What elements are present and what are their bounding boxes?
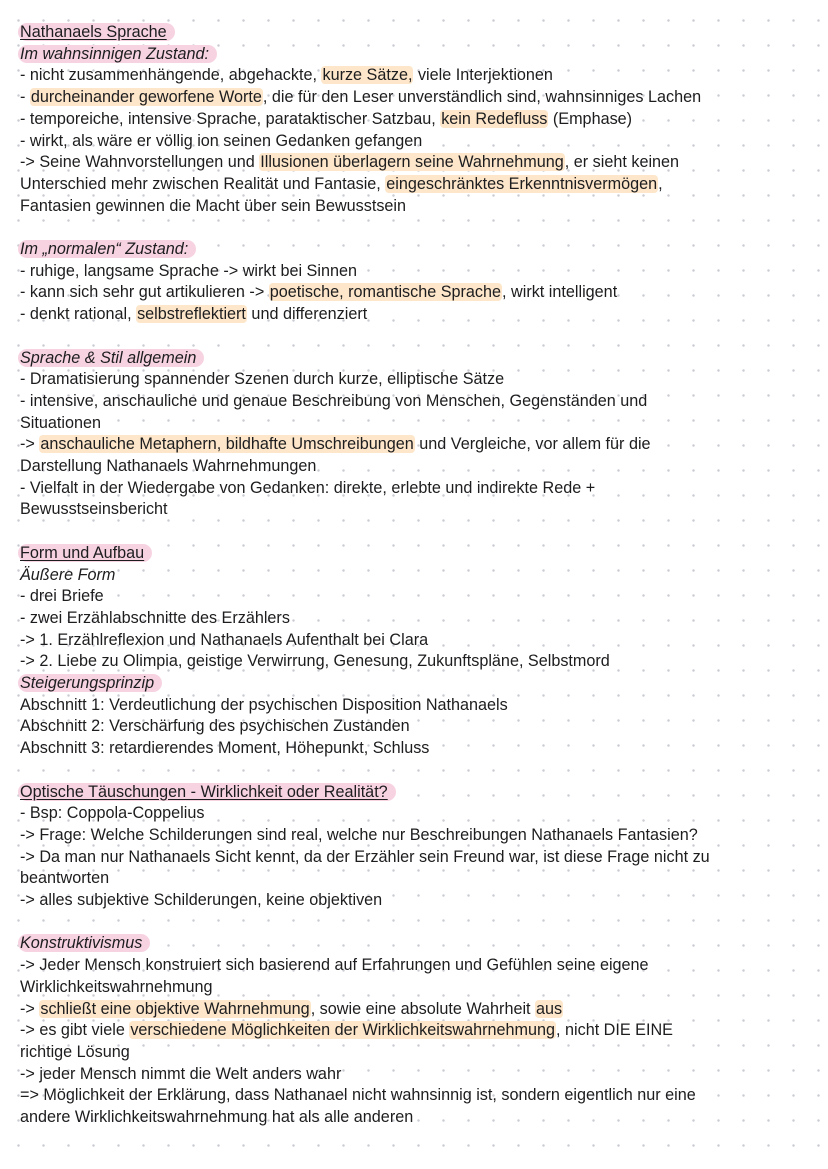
text-run: Situationen — [20, 413, 102, 432]
text-run: Abschnitt 2: Verschärfung des psychischen Zustanden — [20, 717, 410, 736]
text-line — [20, 651, 808, 673]
text-line — [20, 977, 808, 999]
text-run: - drei Briefe — [20, 587, 104, 606]
subheading-plain — [20, 565, 808, 587]
text-run: - temporeiche, intensive Sprache, parataktischer Satzbau, — [20, 109, 441, 128]
text-run: Konstruktivismus — [20, 934, 143, 953]
text-line — [20, 847, 808, 869]
section-spacer — [20, 521, 808, 543]
heading — [20, 22, 808, 44]
text-line — [20, 131, 808, 153]
text-line — [20, 1042, 808, 1064]
text-run: Steigerungsprinzip — [20, 674, 155, 693]
highlighted-phrase: verschiedene Möglichkeiten der Wirklichkeitswahrnehmung — [130, 1021, 555, 1040]
text-line — [20, 174, 808, 196]
text-run: -> Seine Wahnvorstellungen und — [20, 153, 260, 172]
text-run: Im „normalen“ Zustand: — [20, 240, 189, 259]
subheading-label — [18, 349, 204, 367]
text-line — [20, 478, 808, 500]
text-run: beantworten — [20, 869, 110, 888]
section-6 — [20, 933, 808, 1128]
text-line — [20, 630, 808, 652]
text-run: Abschnitt 3: retardierendes Moment, Höhepunkt, Schluss — [20, 739, 430, 758]
text-line — [20, 413, 808, 435]
text-run: - Dramatisierung spannender Szenen durch kurze, elliptische Sätze — [20, 370, 505, 389]
text-run: viele Interjektionen — [413, 66, 553, 85]
text-line — [20, 868, 808, 890]
text-run: richtige Lösung — [20, 1042, 130, 1061]
text-run: Bewusstseinsbericht — [20, 500, 168, 519]
text-line — [20, 391, 808, 413]
highlighted-phrase: kurze Sätze, — [322, 66, 413, 85]
subheading — [20, 933, 808, 955]
subheading — [20, 44, 808, 66]
text-line — [20, 369, 808, 391]
highlighted-phrase: eingeschränktes Erkenntnisvermögen — [386, 174, 658, 193]
text-line — [20, 825, 808, 847]
text-run: -> 1. Erzählreflexion und Nathanaels Aufenthalt bei Clara — [20, 630, 429, 649]
text-line — [20, 261, 808, 283]
highlighted-phrase: kein Redefluss — [441, 109, 548, 128]
text-run: - intensive, anschauliche und genaue Beschreibung von Menschen, Gegenständen und — [20, 391, 648, 410]
highlighted-phrase: poetische, romantische Sprache — [269, 283, 502, 302]
text-run: , nicht DIE EINE — [556, 1021, 673, 1040]
text-line — [20, 152, 808, 174]
text-run: und differenziert — [246, 305, 368, 324]
text-run: Unterschied mehr zwischen Realität und Fantasie, — [20, 174, 386, 193]
subheading — [20, 673, 808, 695]
heading-label — [18, 783, 396, 801]
text-line — [20, 695, 808, 717]
subheading-label — [18, 45, 217, 63]
text-line — [20, 890, 808, 912]
subheading-label — [18, 934, 150, 952]
text-line — [20, 499, 808, 521]
text-run: -> — [20, 435, 40, 454]
text-line — [20, 1107, 808, 1129]
text-line — [20, 803, 808, 825]
text-run: - ruhige, langsame Sprache -> wirkt bei Sinnen — [20, 261, 357, 280]
text-run: - — [20, 88, 30, 107]
text-run: - zwei Erzählabschnitte des Erzählers — [20, 608, 290, 627]
highlighted-phrase: Illusionen überlagern seine Wahrnehmung — [260, 153, 564, 172]
text-run: - denkt rational, — [20, 305, 137, 324]
text-run: Sprache & Stil allgemein — [20, 348, 197, 367]
text-run: => Möglichkeit der Erklärung, dass Nathanael nicht wahnsinnig ist, sondern eigentlich nur eine — [20, 1086, 696, 1105]
section-2 — [20, 239, 808, 326]
heading-label — [18, 23, 175, 41]
text-line — [20, 304, 808, 326]
section-spacer — [20, 760, 808, 782]
section-4 — [20, 543, 808, 760]
subheading-plain-label — [20, 566, 115, 584]
section-spacer — [20, 217, 808, 239]
text-run: , wirkt intelligent — [502, 283, 618, 302]
text-run: , er sieht keinen — [564, 153, 680, 172]
text-run: - Bsp: Coppola-Coppelius — [20, 804, 205, 823]
text-line — [20, 738, 808, 760]
text-line — [20, 109, 808, 131]
text-run: - nicht zusammenhängende, abgehackte, — [20, 66, 322, 85]
text-run: Fantasien gewinnen die Macht über sein Bewusstsein — [20, 196, 407, 215]
text-run: -> Da man nur Nathanaels Sicht kennt, da der Erzähler sein Freund war, ist diese Frage nicht zu — [20, 847, 710, 866]
text-run: und Vergleiche, vor allem für die — [414, 435, 651, 454]
highlighted-phrase: schließt eine objektive Wahrnehmung — [40, 999, 310, 1018]
text-run: -> es gibt viele — [20, 1021, 130, 1040]
section-spacer — [20, 912, 808, 934]
text-run: Abschnitt 1: Verdeutlichung der psychischen Disposition Nathanaels — [20, 695, 508, 714]
text-run: Optische Täuschungen - Wirklichkeit oder Realität? — [20, 782, 388, 801]
section-1 — [20, 22, 808, 217]
text-line — [20, 716, 808, 738]
section-spacer — [20, 326, 808, 348]
text-line — [20, 282, 808, 304]
text-run: , — [658, 174, 663, 193]
text-run: Im wahnsinnigen Zustand: — [20, 44, 209, 63]
text-run: (Emphase) — [548, 109, 633, 128]
text-line — [20, 1064, 808, 1086]
text-run: -> jeder Mensch nimmt die Welt anders wahr — [20, 1064, 342, 1083]
text-run: - Vielfalt in der Wiedergabe von Gedanken: direkte, erlebte und indirekte Rede + — [20, 478, 596, 497]
text-run: Nathanaels Sprache — [20, 23, 167, 41]
highlighted-phrase: durcheinander geworfene Worte — [30, 88, 262, 107]
heading — [20, 782, 808, 804]
text-run: , sowie eine absolute Wahrheit — [310, 999, 536, 1018]
text-run: Darstellung Nathanaels Wahrnehmungen — [20, 457, 317, 476]
heading-label — [18, 544, 152, 562]
highlighted-phrase: selbstreflektiert — [137, 305, 246, 324]
text-run: , die für den Leser unverständlich sind, wahnsinniges Lachen — [262, 88, 702, 107]
text-run: -> alles subjektive Schilderungen, keine objektiven — [20, 891, 383, 910]
text-line — [20, 87, 808, 109]
text-line — [20, 65, 808, 87]
subheading-label — [18, 674, 162, 692]
heading — [20, 543, 808, 565]
text-line — [20, 196, 808, 218]
text-line — [20, 586, 808, 608]
text-run: -> — [20, 999, 40, 1018]
text-run: Wirklichkeitswahrnehmung — [20, 977, 213, 996]
text-line — [20, 1020, 808, 1042]
text-run: -> 2. Liebe zu Olimpia, geistige Verwirrung, Genesung, Zukunftspläne, Selbstmord — [20, 652, 610, 671]
text-line — [20, 999, 808, 1021]
text-run: - wirkt, als wäre er völlig ion seinen Gedanken gefangen — [20, 131, 423, 150]
subheading — [20, 239, 808, 261]
highlighted-phrase: anschauliche Metaphern, bildhafte Umschreibungen — [40, 435, 414, 454]
text-line — [20, 1085, 808, 1107]
text-run: - kann sich sehr gut artikulieren -> — [20, 283, 269, 302]
text-line — [20, 608, 808, 630]
text-run: -> Jeder Mensch konstruiert sich basierend auf Erfahrungen und Gefühlen seine eigene — [20, 956, 649, 975]
text-run: Äußere Form — [20, 565, 116, 584]
text-line — [20, 434, 808, 456]
subheading — [20, 348, 808, 370]
text-run: Form und Aufbau — [20, 543, 145, 562]
section-5 — [20, 782, 808, 912]
highlighted-phrase: aus — [536, 999, 563, 1018]
text-run: andere Wirklichkeitswahrnehmung hat als alle anderen — [20, 1108, 414, 1127]
text-line — [20, 456, 808, 478]
text-line — [20, 955, 808, 977]
subheading-label — [18, 240, 196, 258]
text-run: -> Frage: Welche Schilderungen sind real, welche nur Beschreibungen Nathanaels Fantasien? — [20, 825, 698, 844]
section-3 — [20, 348, 808, 522]
